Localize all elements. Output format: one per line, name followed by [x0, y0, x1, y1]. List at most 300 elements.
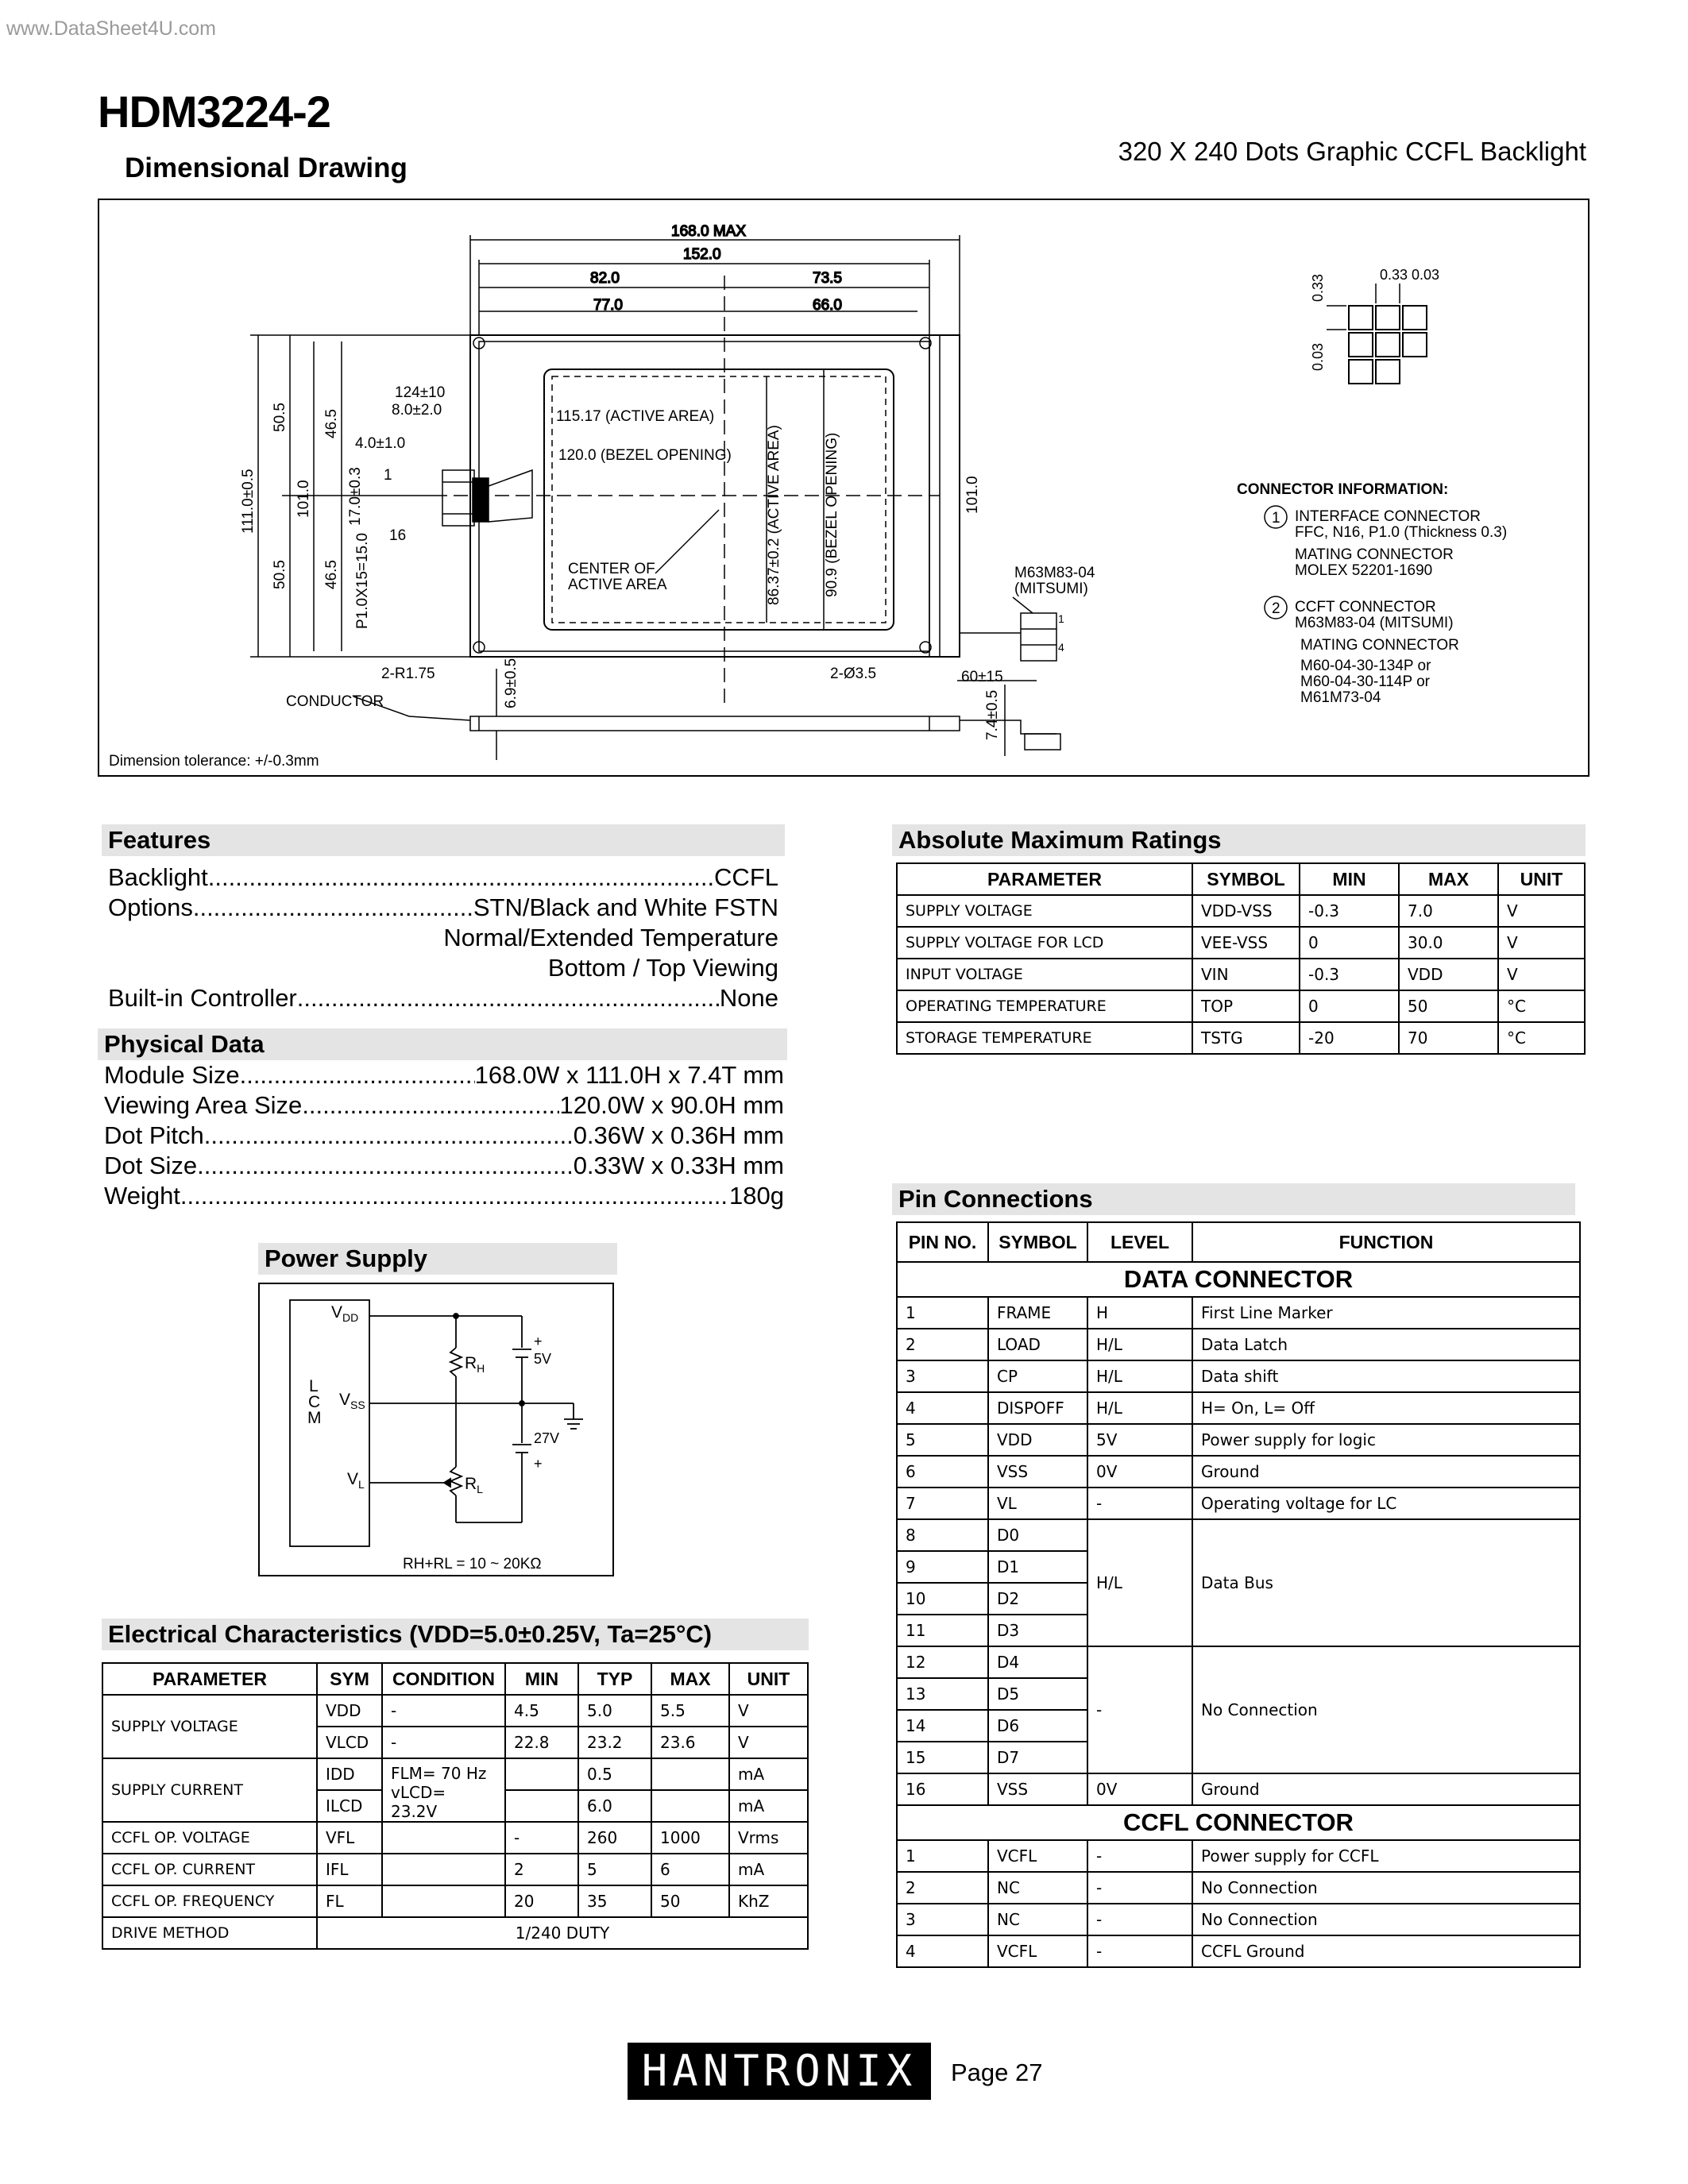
pin-symbol: CP: [988, 1360, 1087, 1392]
physical-pitch: [104, 1121, 784, 1151]
ec-fl-sym: FL: [317, 1885, 382, 1917]
am-min-2: -0.3: [1300, 959, 1399, 990]
pin-no: 3: [897, 1360, 988, 1392]
active-area-label: 115.17 (ACTIVE AREA): [556, 408, 715, 425]
dimensional-drawing: [98, 199, 1590, 777]
pin-level: -: [1087, 1935, 1192, 1967]
table-row: [897, 1773, 1580, 1805]
power-section: [258, 1243, 617, 1275]
ec-vfl-sym: VFL: [317, 1822, 382, 1854]
ec-idd-max: [651, 1758, 729, 1790]
ec-drive-value: 1/240 DUTY: [317, 1917, 808, 1949]
center-active-label-2: ACTIVE AREA: [568, 577, 667, 593]
am-sym-4: TSTG: [1192, 1022, 1300, 1054]
hantronix-logo: HANTRONIX: [628, 2043, 931, 2100]
pin-no: 2: [897, 1872, 988, 1904]
power-diagram: [258, 1283, 614, 1576]
features-section: [102, 824, 785, 1013]
pin-symbol: NC: [988, 1872, 1087, 1904]
am-min-0: -0.3: [1300, 895, 1399, 927]
am-unit-2: V: [1498, 959, 1585, 990]
dot-pitch-033-left: 0.33: [1310, 273, 1326, 302]
ec-idd-typ: 0.5: [578, 1758, 651, 1790]
ec-vlcd-sym: VLCD: [317, 1727, 382, 1758]
ec-vdd-cond: -: [382, 1695, 505, 1727]
table-row: [897, 1872, 1580, 1904]
conn1-line1: INTERFACE CONNECTOR: [1295, 508, 1481, 525]
am-sym-0: VDD-VSS: [1192, 895, 1300, 927]
data-connector-band: [897, 1262, 1580, 1297]
table-row: [897, 990, 1585, 1022]
ec-vdd-sym: VDD: [317, 1695, 382, 1727]
dim-124: 124±10: [395, 384, 446, 401]
am-max-3: 50: [1399, 990, 1498, 1022]
physical-dotsize-value: 0.33W x 0.33H mm: [573, 1152, 784, 1179]
lcm-c: C: [308, 1393, 321, 1411]
ec-cond-line1: FLM= 70 Hz: [391, 1764, 487, 1783]
ec-idd-min: [505, 1758, 578, 1790]
feature-controller-label: Built-in Controller: [108, 984, 297, 1012]
ec-idd-unit: mA: [729, 1758, 808, 1790]
pin-nc-function: No Connection: [1192, 1646, 1580, 1773]
physical-dotsize-label: Dot Size: [104, 1152, 198, 1179]
dot-pitch-003-top: 0.03: [1412, 267, 1440, 283]
feature-options: [108, 893, 778, 923]
am-min-4: -20: [1300, 1022, 1399, 1054]
am-sym-2: VIN: [1192, 959, 1300, 990]
feature-backlight-value: CCFL: [714, 863, 778, 891]
ec-col-typ: TYP: [578, 1663, 651, 1695]
conn2-line2: M63M83-04 (MITSUMI): [1295, 615, 1454, 631]
pin-col-function: FUNCTION: [1192, 1222, 1580, 1262]
conductor-label: CONDUCTOR: [286, 693, 384, 710]
conn2-line5: M60-04-30-114P or: [1300, 673, 1431, 690]
am-unit-0: V: [1498, 895, 1585, 927]
ec-ilcd-max: [651, 1790, 729, 1822]
page-number: Page 27: [951, 2059, 1043, 2086]
features-heading: Features: [102, 824, 785, 856]
pin-no: 8: [897, 1519, 988, 1551]
ec-vdd-min: 4.5: [505, 1695, 578, 1727]
pin-function: First Line Marker: [1192, 1297, 1580, 1329]
pin-no: 16: [897, 1773, 988, 1805]
conn-pin-1: 1: [1058, 612, 1064, 625]
pin-no: 1: [897, 1840, 988, 1872]
ec-fl-max: 50: [651, 1885, 729, 1917]
dim-170: 17.0±0.3: [347, 467, 364, 526]
pin-function: Ground: [1192, 1773, 1580, 1805]
feature-options-value: STN/Black and White FSTN: [473, 893, 778, 921]
pin-function: Ground: [1192, 1456, 1580, 1488]
vdd-label: $V_{DD}$: [331, 1303, 359, 1324]
mitsumi-label: (MITSUMI): [1014, 581, 1088, 597]
am-param-2: INPUT VOLTAGE: [897, 959, 1192, 990]
conn1-number: 1: [1272, 510, 1280, 527]
pin-no: 1: [897, 1297, 988, 1329]
feature-options-3: Bottom / Top Viewing: [547, 954, 778, 982]
pin-function: H= On, L= Off: [1192, 1392, 1580, 1424]
ec-vdd-typ: 5.0: [578, 1695, 651, 1727]
ec-vlcd-max: 23.6: [651, 1727, 729, 1758]
drawing-svg: [99, 200, 1591, 778]
electrical-heading: Electrical Characteristics (VDD=5.0±0.25V, Ta=25°C): [102, 1619, 809, 1650]
lcm-m: M: [307, 1409, 322, 1427]
pin-symbol: D2: [988, 1583, 1087, 1615]
dim-40: 4.0±1.0: [355, 435, 406, 452]
pin-no: 15: [897, 1742, 988, 1773]
pin-function: Power supply for logic: [1192, 1424, 1580, 1456]
pin-level: 5V: [1087, 1424, 1192, 1456]
dim-overall-width: 168.0 MAX: [671, 223, 746, 240]
pin-no: 10: [897, 1583, 988, 1615]
ec-ifl-sym: IFL: [317, 1854, 382, 1885]
absmax-heading: Absolute Maximum Ratings: [892, 824, 1586, 856]
pin-function: CCFL Ground: [1192, 1935, 1580, 1967]
pin-symbol: D0: [988, 1519, 1087, 1551]
am-col-unit: UNIT: [1498, 863, 1585, 895]
table-row: [897, 895, 1585, 927]
ccfl-connector-label: CCFL CONNECTOR: [897, 1805, 1580, 1840]
ec-col-min: MIN: [505, 1663, 578, 1695]
pin-no: 4: [897, 1392, 988, 1424]
physical-module-label: Module Size: [104, 1061, 240, 1089]
ec-ilcd-typ: 6.0: [578, 1790, 651, 1822]
pin-symbol: VDD: [988, 1424, 1087, 1456]
physical-heading: Physical Data: [98, 1028, 787, 1060]
pins-heading: Pin Connections: [892, 1183, 1575, 1215]
am-max-4: 70: [1399, 1022, 1498, 1054]
vl-label: $V_L$: [347, 1470, 365, 1491]
pin-symbol: VSS: [988, 1456, 1087, 1488]
pin-no: 7: [897, 1488, 988, 1519]
ec-vfl-cond: [382, 1822, 505, 1854]
plus-27v: +: [534, 1456, 543, 1472]
ec-idd-sym: IDD: [317, 1758, 382, 1790]
physical-viewing-value: 120.0W x 90.0H mm: [559, 1091, 784, 1119]
ec-col-sym: SYM: [317, 1663, 382, 1695]
table-row: [897, 1424, 1580, 1456]
pin-symbol: D4: [988, 1646, 1087, 1678]
am-max-1: 30.0: [1399, 927, 1498, 959]
pin-col-level: LEVEL: [1087, 1222, 1192, 1262]
am-param-0: SUPPLY VOLTAGE: [897, 895, 1192, 927]
tolerance-note: Dimension tolerance: +/-0.3mm: [109, 753, 319, 770]
ec-col-parameter: PARAMETER: [102, 1663, 317, 1695]
feature-controller-value: None: [719, 984, 778, 1012]
pin-level: H: [1087, 1297, 1192, 1329]
dim-465b: 46.5: [323, 560, 340, 589]
product-tagline: 320 X 240 Dots Graphic CCFL Backlight: [1118, 137, 1586, 166]
pin-no: 4: [897, 1935, 988, 1967]
power-heading: Power Supply: [258, 1243, 617, 1275]
ec-col-unit: UNIT: [729, 1663, 808, 1695]
am-min-3: 0: [1300, 990, 1399, 1022]
ec-ccfl-current: CCFL OP. CURRENT: [102, 1854, 317, 1885]
table-row: [897, 1022, 1585, 1054]
table-row: [897, 1519, 1580, 1551]
physical-weight: [104, 1181, 784, 1211]
ec-ccfl-frequency: CCFL OP. FREQUENCY: [102, 1885, 317, 1917]
pins-table: [896, 1221, 1581, 1968]
ec-col-condition: CONDITION: [382, 1663, 505, 1695]
am-unit-3: °C: [1498, 990, 1585, 1022]
table-row: [897, 1488, 1580, 1519]
pin-no: 6: [897, 1456, 988, 1488]
absmax-table: [896, 862, 1586, 1055]
am-min-1: 0: [1300, 927, 1399, 959]
ec-ifl-typ: 5: [578, 1854, 651, 1885]
pin-symbol: FRAME: [988, 1297, 1087, 1329]
section-subtitle: Dimensional Drawing: [125, 152, 408, 183]
ec-ilcd-sym: ILCD: [317, 1790, 382, 1822]
am-max-0: 7.0: [1399, 895, 1498, 927]
pin-symbol: D3: [988, 1615, 1087, 1646]
ccfl-connector-band: [897, 1805, 1580, 1840]
pin-symbol: D5: [988, 1678, 1087, 1710]
watermark: www.DataSheet4U.com: [6, 17, 217, 40]
conn1-line3: MATING CONNECTOR: [1295, 546, 1454, 563]
dim-pitch: P1.0X15=15.0: [354, 533, 371, 629]
dim-80: 8.0±2.0: [392, 402, 442, 419]
v-bezel-label: 90.9 (BEZEL OPENING): [824, 432, 840, 597]
physical-pitch-value: 0.36W x 0.36H mm: [573, 1121, 784, 1149]
table-row: [897, 1456, 1580, 1488]
ec-fl-cond: [382, 1885, 505, 1917]
pin-symbol: VL: [988, 1488, 1087, 1519]
conn1-line2: FFC, N16, P1.0 (Thickness 0.3): [1295, 524, 1508, 541]
pin-col-no: PIN NO.: [897, 1222, 988, 1262]
table-row: [897, 1329, 1580, 1360]
label-27v: 27V: [534, 1430, 560, 1446]
pin-no: 14: [897, 1710, 988, 1742]
pin-function: Data shift: [1192, 1360, 1580, 1392]
physical-module-value: 168.0W x 111.0H x 7.4T mm: [474, 1061, 784, 1089]
dim-505b: 50.5: [272, 560, 288, 589]
ec-current-cond: [382, 1758, 505, 1822]
pin-symbol: VCFL: [988, 1840, 1087, 1872]
pin-1-label: 1: [384, 467, 392, 484]
pin-level: -: [1087, 1904, 1192, 1935]
conn-pin-4: 4: [1058, 641, 1064, 654]
am-col-min: MIN: [1300, 863, 1399, 895]
feature-backlight-label: Backlight: [108, 863, 208, 891]
am-sym-1: VEE-VSS: [1192, 927, 1300, 959]
conn2-line4: M60-04-30-134P or: [1300, 658, 1431, 674]
dim-69: 6.9±0.5: [503, 658, 520, 708]
pin-level: H/L: [1087, 1360, 1192, 1392]
dim-60: 60±15: [961, 669, 1003, 685]
data-connector-label: DATA CONNECTOR: [897, 1262, 1580, 1297]
dim-77: 77.0: [593, 297, 623, 314]
ec-vlcd-typ: 23.2: [578, 1727, 651, 1758]
physical-section: [98, 1028, 787, 1211]
dim-735: 73.5: [813, 270, 842, 287]
feature-controller: [108, 983, 778, 1013]
pin-level: H/L: [1087, 1392, 1192, 1424]
ec-vdd-unit: V: [729, 1695, 808, 1727]
table-row: [102, 1917, 808, 1949]
ec-drive-method: DRIVE METHOD: [102, 1917, 317, 1949]
ec-fl-typ: 35: [578, 1885, 651, 1917]
pin-level: 0V: [1087, 1456, 1192, 1488]
pin-no: 5: [897, 1424, 988, 1456]
pin-symbol: LOAD: [988, 1329, 1087, 1360]
ec-vdd-max: 5.5: [651, 1695, 729, 1727]
dot-pitch-003-left: 0.03: [1310, 342, 1326, 371]
pin-no: 12: [897, 1646, 988, 1678]
hole-label: 2-Ø3.5: [830, 666, 877, 682]
ec-vfl-unit: Vrms: [729, 1822, 808, 1854]
am-unit-4: °C: [1498, 1022, 1585, 1054]
physical-viewing: [104, 1090, 784, 1121]
physical-weight-value: 180g: [729, 1182, 784, 1210]
lcm-l: L: [309, 1377, 319, 1395]
pin-bus-level: H/L: [1087, 1519, 1192, 1646]
table-row: [897, 1646, 1580, 1678]
power-circuit-svg: [260, 1284, 616, 1578]
pin-symbol: VSS: [988, 1773, 1087, 1805]
am-col-max: MAX: [1399, 863, 1498, 895]
ec-vfl-typ: 260: [578, 1822, 651, 1854]
ec-ilcd-unit: mA: [729, 1790, 808, 1822]
pin-no: 3: [897, 1904, 988, 1935]
physical-dotsize: [104, 1151, 784, 1181]
table-row: [102, 1854, 808, 1885]
table-row: [897, 1935, 1580, 1967]
feature-options-2: Normal/Extended Temperature: [443, 924, 778, 951]
feature-backlight: [108, 862, 778, 893]
connector-info-heading: CONNECTOR INFORMATION:: [1237, 481, 1449, 498]
table-row: [897, 1904, 1580, 1935]
dim-74: 7.4±0.5: [984, 689, 1001, 740]
physical-pitch-label: Dot Pitch: [104, 1121, 204, 1149]
pin-no: 11: [897, 1615, 988, 1646]
am-param-3: OPERATING TEMPERATURE: [897, 990, 1192, 1022]
feature-options-label: Options: [108, 893, 193, 921]
am-col-parameter: PARAMETER: [897, 863, 1192, 895]
physical-viewing-label: Viewing Area Size: [104, 1091, 303, 1119]
dim-465a: 46.5: [323, 409, 340, 438]
ec-fl-min: 20: [505, 1885, 578, 1917]
conn2-line3: MATING CONNECTOR: [1300, 637, 1459, 654]
ec-vlcd-min: 22.8: [505, 1727, 578, 1758]
vss-label: $V_{SS}$: [339, 1391, 365, 1411]
pin-no: 13: [897, 1678, 988, 1710]
physical-module: [104, 1060, 784, 1090]
rl-label: $R_L$: [465, 1475, 483, 1495]
ec-ifl-cond: [382, 1854, 505, 1885]
pin-symbol: D7: [988, 1742, 1087, 1773]
table-row: [102, 1885, 808, 1917]
am-sym-3: TOP: [1192, 990, 1300, 1022]
pin-level: -: [1087, 1872, 1192, 1904]
pin-function: No Connection: [1192, 1872, 1580, 1904]
radius-label: 2-R1.75: [381, 666, 435, 682]
conn2-number: 2: [1272, 600, 1280, 617]
ec-ifl-min: 2: [505, 1854, 578, 1885]
dim-82: 82.0: [590, 270, 620, 287]
electrical-table: [102, 1662, 809, 1950]
table-row: [897, 1392, 1580, 1424]
am-param-1: SUPPLY VOLTAGE FOR LCD: [897, 927, 1192, 959]
am-param-4: STORAGE TEMPERATURE: [897, 1022, 1192, 1054]
table-row: [897, 927, 1585, 959]
table-row: [897, 959, 1585, 990]
dim-152: 152.0: [683, 246, 721, 263]
dim-505a: 50.5: [272, 403, 288, 432]
pin-symbol: DISPOFF: [988, 1392, 1087, 1424]
pin-symbol: NC: [988, 1904, 1087, 1935]
ec-vlcd-cond: -: [382, 1727, 505, 1758]
am-max-2: VDD: [1399, 959, 1498, 990]
pin-function: Operating voltage for LC: [1192, 1488, 1580, 1519]
pin-level: 0V: [1087, 1773, 1192, 1805]
v-active-label: 86.37±0.2 (ACTIVE AREA): [766, 425, 782, 605]
center-active-label: CENTER OF: [568, 561, 655, 577]
pin-nc-level: -: [1087, 1646, 1192, 1773]
ec-fl-unit: KhZ: [729, 1885, 808, 1917]
table-row: [897, 1840, 1580, 1872]
dim-1010-left: 101.0: [295, 480, 312, 518]
rh-label: $R_H$: [465, 1354, 485, 1375]
pin-bus-function: Data Bus: [1192, 1519, 1580, 1646]
table-row: [102, 1758, 808, 1790]
am-unit-1: V: [1498, 927, 1585, 959]
resistor-formula: RH+RL = 10 ~ 20KΩ: [403, 1556, 542, 1572]
pin-symbol: D1: [988, 1551, 1087, 1583]
ec-vlcd-unit: V: [729, 1727, 808, 1758]
pin-no: 2: [897, 1329, 988, 1360]
ec-vfl-min: -: [505, 1822, 578, 1854]
dim-1110: 111.0±0.5: [240, 469, 257, 534]
ec-supply-voltage: SUPPLY VOLTAGE: [102, 1695, 317, 1758]
ec-ilcd-min: [505, 1790, 578, 1822]
label-5v: 5V: [534, 1351, 552, 1367]
pin-level: H/L: [1087, 1329, 1192, 1360]
bezel-opening-label: 120.0 (BEZEL OPENING): [558, 447, 732, 464]
table-row: [897, 1297, 1580, 1329]
pin-col-symbol: SYMBOL: [988, 1222, 1087, 1262]
dim-66: 66.0: [813, 297, 842, 314]
table-row: [102, 1822, 808, 1854]
ec-ifl-max: 6: [651, 1854, 729, 1885]
pin-symbol: VCFL: [988, 1935, 1087, 1967]
pin-level: -: [1087, 1840, 1192, 1872]
ec-ccfl-voltage: CCFL OP. VOLTAGE: [102, 1822, 317, 1854]
ec-cond-line2: vLCD= 23.2V: [391, 1783, 446, 1821]
am-col-symbol: SYMBOL: [1192, 863, 1300, 895]
table-row: [102, 1695, 808, 1727]
mitsumi-part: M63M83-04: [1014, 565, 1095, 581]
table-row: [897, 1360, 1580, 1392]
ec-supply-current: SUPPLY CURRENT: [102, 1758, 317, 1822]
pin-function: No Connection: [1192, 1904, 1580, 1935]
conn1-line4: MOLEX 52201-1690: [1295, 562, 1433, 579]
dot-pitch-033-top: 0.33: [1380, 267, 1408, 283]
plus-5v: +: [534, 1333, 543, 1349]
dim-1010-right: 101.0: [964, 476, 981, 514]
ec-ifl-unit: mA: [729, 1854, 808, 1885]
conn2-line6: M61M73-04: [1300, 689, 1381, 706]
pin-16-label: 16: [389, 527, 407, 544]
pin-function: Data Latch: [1192, 1329, 1580, 1360]
pin-no: 9: [897, 1551, 988, 1583]
ec-vfl-max: 1000: [651, 1822, 729, 1854]
pin-function: Power supply for CCFL: [1192, 1840, 1580, 1872]
ec-col-max: MAX: [651, 1663, 729, 1695]
conn2-line1: CCFT CONNECTOR: [1295, 599, 1436, 615]
physical-weight-label: Weight: [104, 1182, 180, 1210]
